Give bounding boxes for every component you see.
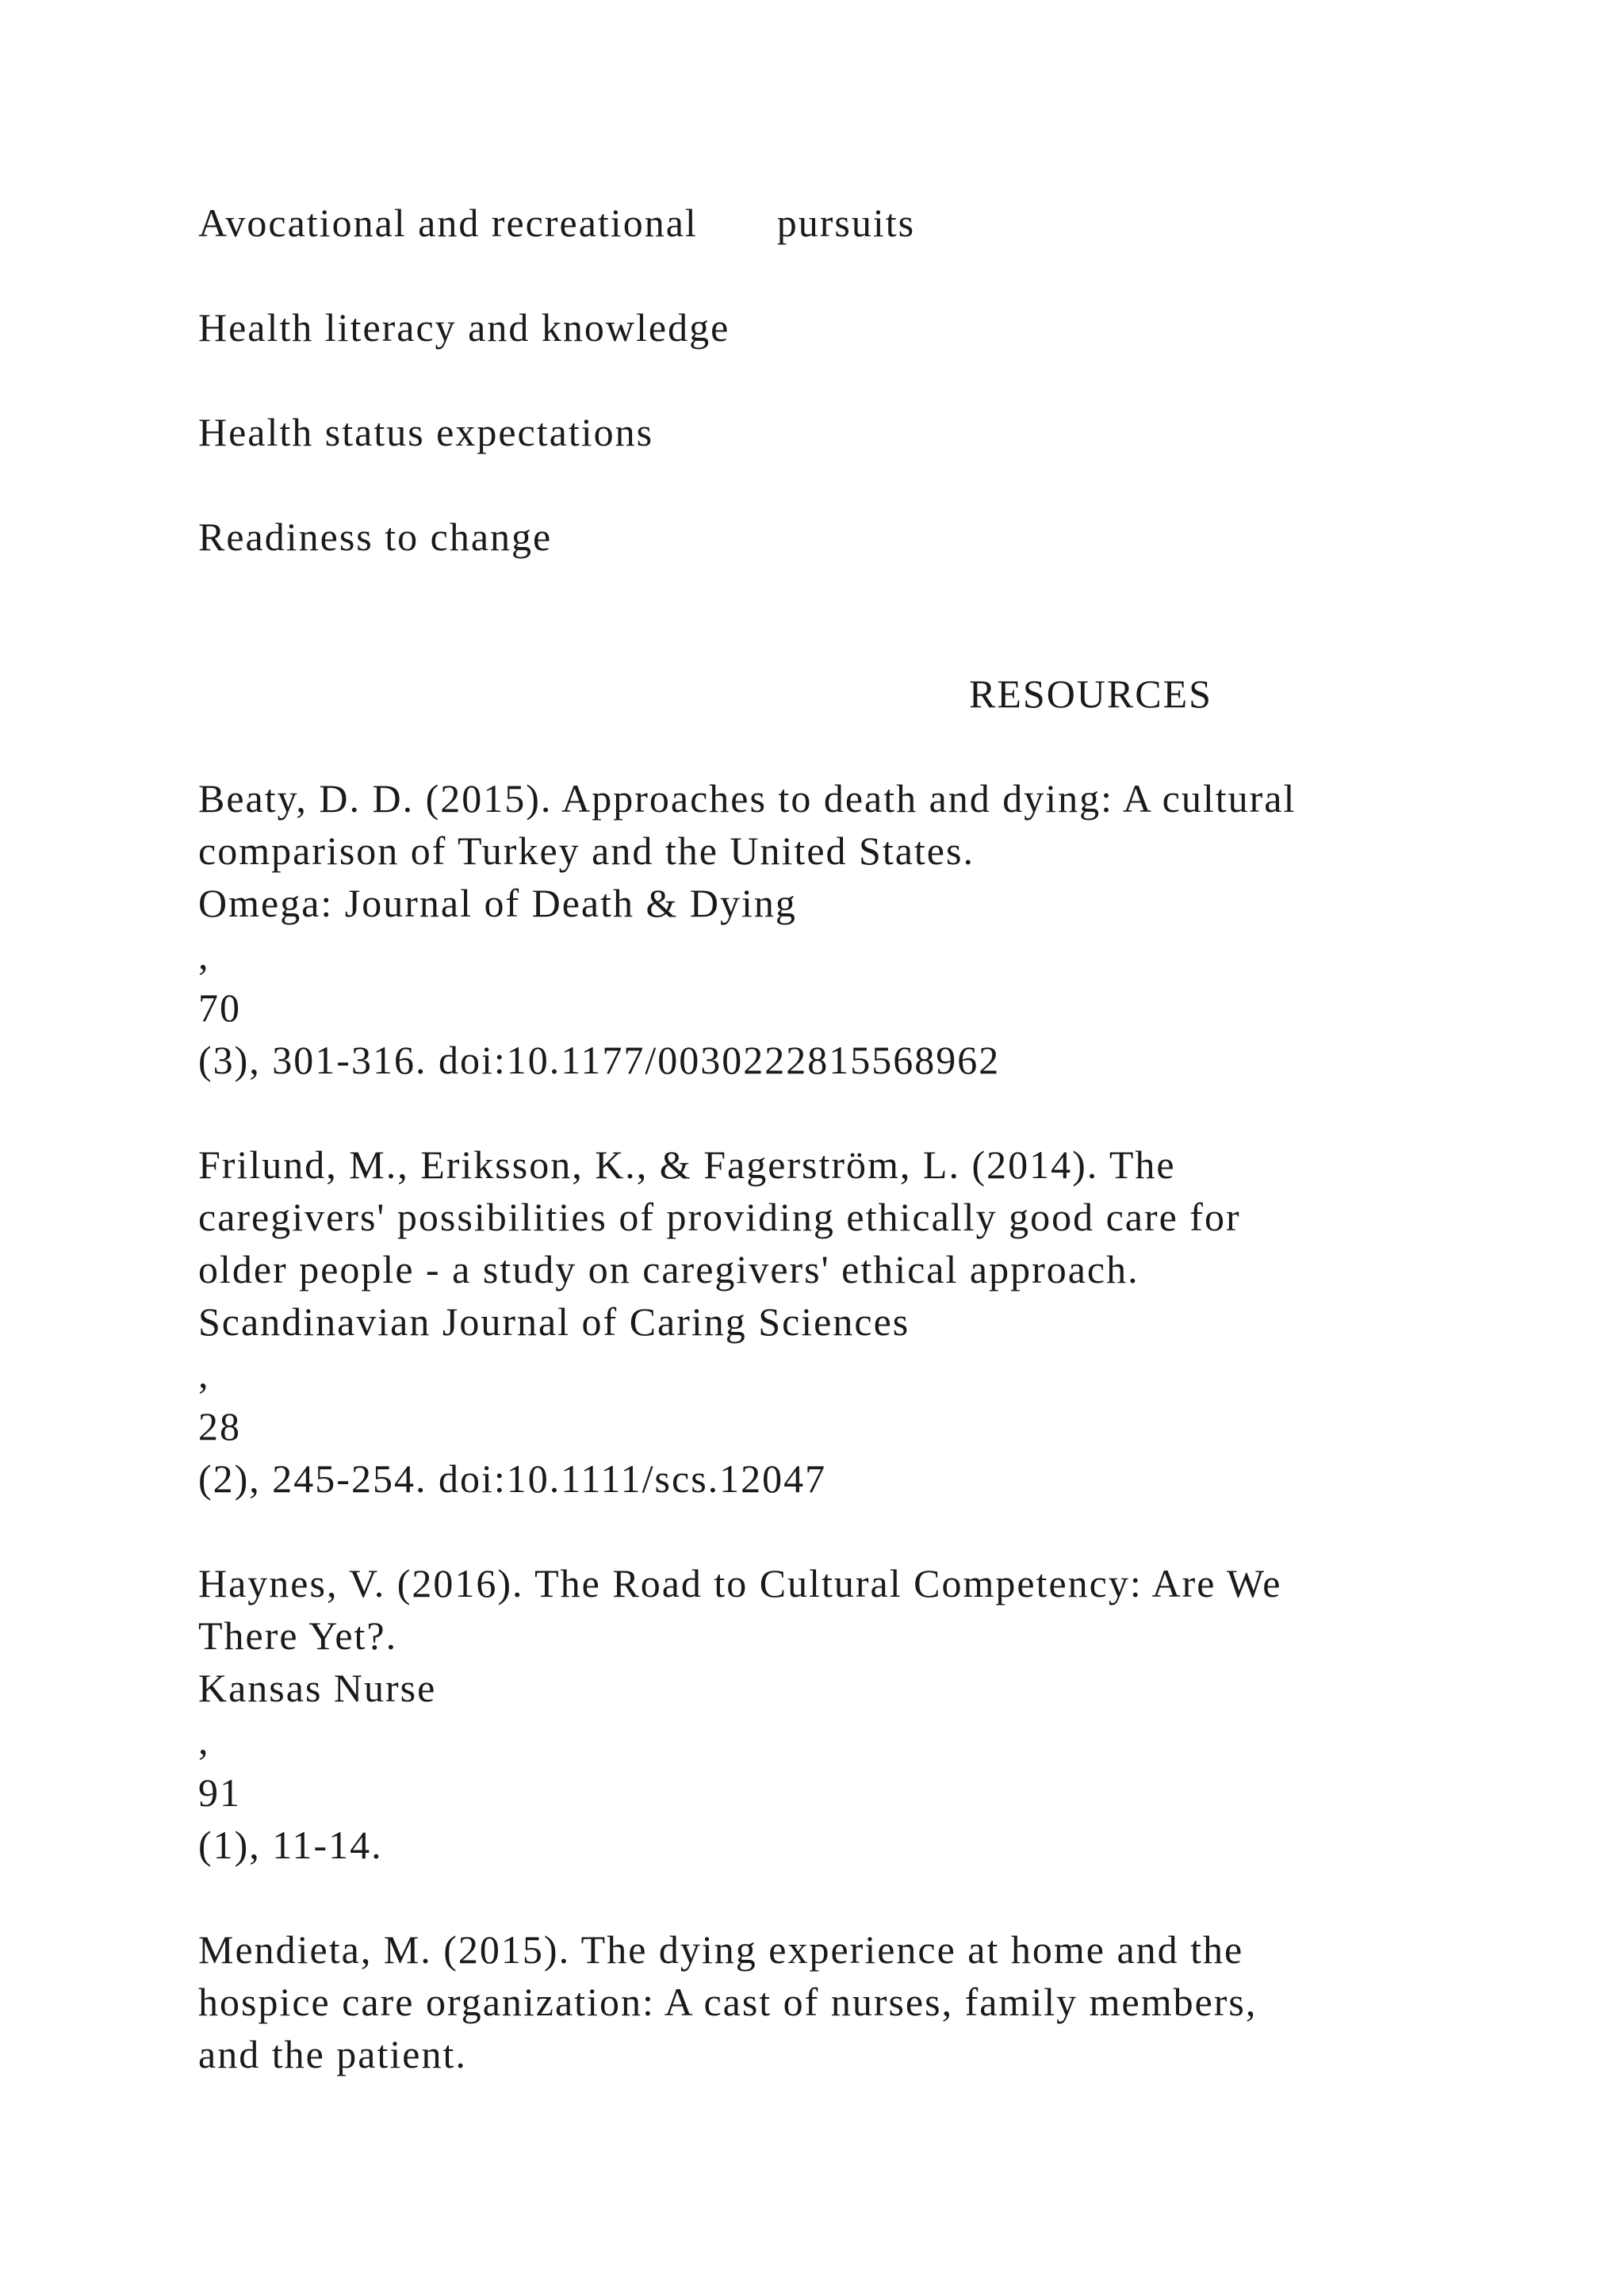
reference-volume: 70 xyxy=(198,985,241,1030)
reference-line: older people - a study on caregivers' ethical approach. xyxy=(198,1247,1139,1292)
reference-pages: (1), 11-14. xyxy=(198,1823,383,1867)
resources-heading: RESOURCES xyxy=(969,672,1212,716)
reference-line: There Yet?. xyxy=(198,1613,398,1658)
reference-journal: Omega: Journal of Death & Dying xyxy=(198,881,797,925)
list-item-text: Avocational and recreational xyxy=(198,201,698,245)
reference-volume: 28 xyxy=(198,1404,241,1448)
list-item-avocational xyxy=(198,197,915,249)
reference-volume: 91 xyxy=(198,1770,241,1815)
reference-line: Mendieta, M. (2015). The dying experience at home and the xyxy=(198,1927,1244,1972)
list-item-text-continued: pursuits xyxy=(776,201,916,245)
reference-line: hospice care organization: A cast of nurses, family members, xyxy=(198,1980,1258,2024)
reference-line: , xyxy=(198,1352,210,1396)
reference-line: Haynes, V. (2016). The Road to Cultural Competency: Are We xyxy=(198,1561,1282,1605)
reference-line: comparison of Turkey and the United States. xyxy=(198,828,975,873)
reference-pages: (3), 301-316. doi:10.1177/0030222815568962 xyxy=(198,1038,1001,1082)
reference-line: and the patient. xyxy=(198,2032,467,2076)
reference-line: , xyxy=(198,933,210,978)
reference-line: , xyxy=(198,1718,210,1762)
reference-line: Frilund, M., Eriksson, K., & Fagerström, L. (2014). The xyxy=(198,1142,1176,1187)
reference-pages: (2), 245-254. doi:10.1111/scs.12047 xyxy=(198,1456,827,1501)
reference-line: caregivers' possibilities of providing ethically good care for xyxy=(198,1195,1241,1239)
list-item-health-literacy: Health literacy and knowledge xyxy=(198,305,730,350)
list-item-health-status: Health status expectations xyxy=(198,410,654,454)
list-item-readiness: Readiness to change xyxy=(198,515,553,559)
reference-line: Beaty, D. D. (2015). Approaches to death and dying: A cultural xyxy=(198,776,1297,821)
reference-journal: Kansas Nurse xyxy=(198,1666,437,1710)
reference-journal: Scandinavian Journal of Caring Sciences xyxy=(198,1299,910,1344)
